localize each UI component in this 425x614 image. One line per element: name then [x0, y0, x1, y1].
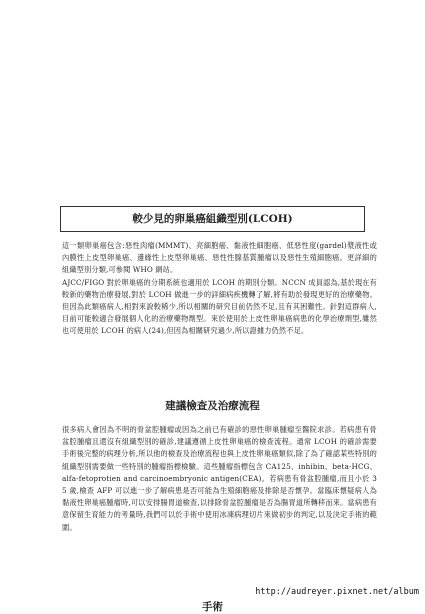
section-heading-workup: 建議檢查及治療流程 — [165, 400, 260, 412]
intro-paragraph-2: AJCC/FIGO 對於卵巢癌的分期系統也適用於 LCOH 的期別分類。NCCN 成員認為,基於現在有較新的藥物治療發展,對於 LCOH 做進一步的詳細病疾機轉了解,將有助於發現更好的治療藥物。但因為此類癌病人,相對來說較稀少,所以相關的研究目前仍然不足,且有其困難性。針對這群病人,目前可能較適合發展個人化的治療藥物劑型。來於使用於上皮性卵巢癌病患的化學治療劑型,雖然也可使用於 LCOH 的病人(24),但因為相關研究過少,所以證據力仍然不足。 — [62, 277, 377, 336]
intro-paragraph-1: 這一類卵巢癌包含:惡性肉瘤(MMMT)、亮細胞癌、黏液性細胞癌、低惡性度(gardel)漿液性或內膜性上皮型卵巢癌、邊緣性上皮型卵巢癌、惡性性腺基質腫瘤以及惡性生殖細胞癌。更詳細的組織型別分類,可參閱 WHO 網站。 — [62, 241, 377, 275]
workup-paragraph: 很多病人會因為不明的骨盆腔腫瘤或因為之前已有確診的惡性卵巢腫瘤至醫院求診。若病患有骨盆腔腫瘤且還沒有組織型別的確診,建議遵循上皮性卵巢癌的檢查流程。通常 LCOH 的確診需要手術後完整的病理分析,所以他的檢查及治療流程也與上皮性卵巢癌類似,除了為了確認某些特別的組織型別需要做一些特別的腫瘤指標檢驗。這些腫瘤指標包含 CA125、inhibin、beta-HCG、alfa-fetoprotien and carcinoembryonic antigen(CEA)。若病患有骨盆腔腫瘤,而且小於 35 歲,檢查 AFP 可以進一步了解病患是否可能為生殖細胞癌及排除是否懷孕。當臨床懷疑病人為黏液性卵巢癌腫瘤時,可以安排腸胃道檢查,以排除骨盆腔腫瘤是否為腸胃道所轉移而來。當病患有意保留生育能力的考量時,我們可以於手術中使用冰凍病理切片來做初步的判定,以及決定手術的範圍。 — [62, 425, 377, 532]
section-heading-surgery: 手術 — [202, 601, 223, 613]
intro-section — [62, 240, 377, 386]
section-title-box: 較少見的卵巢癌組織型別(LCOH) — [60, 206, 365, 232]
album-url-watermark: http://audreyer.pixnet.net/album — [255, 587, 419, 597]
